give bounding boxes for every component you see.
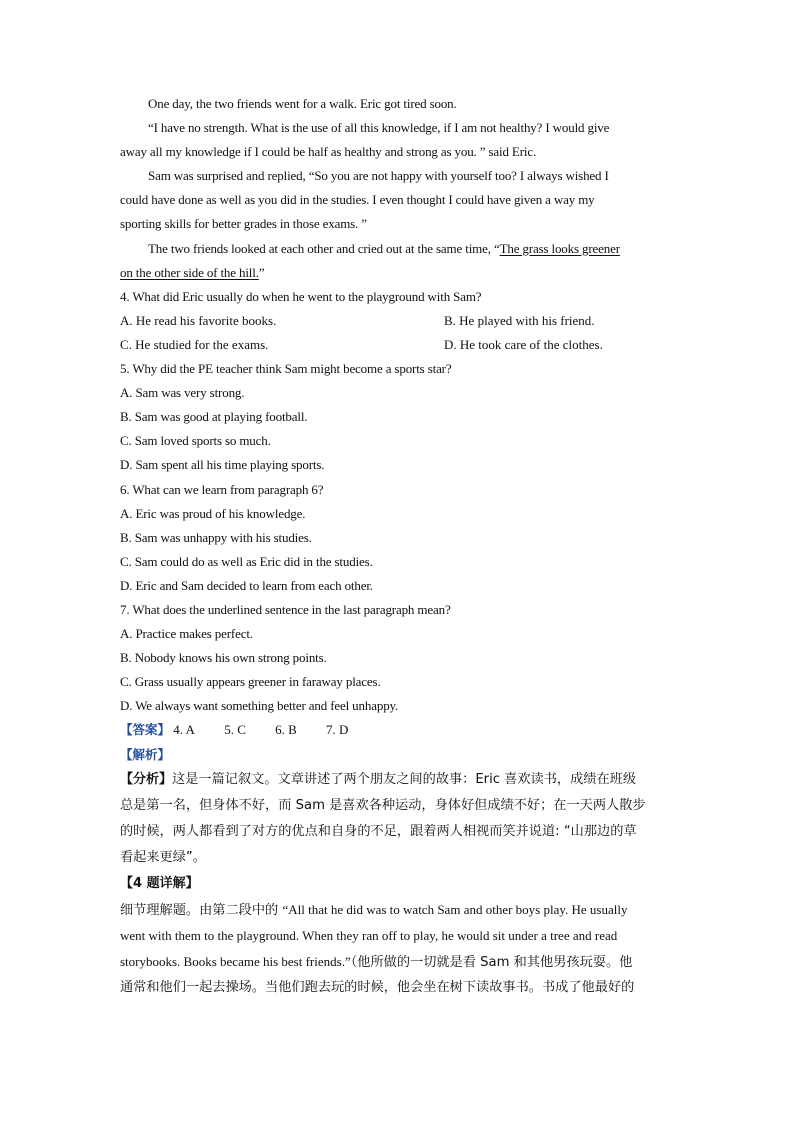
answer-item: 6. B [275, 722, 297, 738]
option-row [120, 333, 680, 357]
underlined-sentence: The grass looks greener [499, 240, 620, 256]
underlined-sentence: on the other side of the hill. [120, 264, 259, 280]
option-row [120, 309, 680, 333]
analysis-text: 这是一篇记叙文。文章讲述了两个朋友之间的故事：Eric 喜欢读书，成绩在班级 [172, 771, 637, 787]
option-b: B. He played with his friend. [444, 312, 595, 328]
q4-detail-tag: 【4 题详解】 [120, 875, 199, 891]
option-d: D. Sam spent all his time playing sports. [120, 457, 325, 473]
option-a: A. Eric was proud of his knowledge. [120, 505, 306, 521]
option-c: C. Grass usually appears greener in faraway places. [120, 674, 381, 690]
answer-item: 5. C [224, 722, 246, 738]
analysis-text: 细节理解题。由第二段中的 [120, 902, 283, 918]
story-paragraph-line: Sam was surprised and replied, “So you are not happy with yourself too? I always wished I [148, 168, 609, 184]
story-paragraph-line [120, 237, 680, 261]
option-d: D. He took care of the clothes. [444, 336, 603, 352]
answer-item: 4. A [173, 722, 195, 738]
quoted-text: “All that he did was to watch Sam and other boys play. He usually [282, 901, 628, 917]
question-stem: 5. Why did the PE teacher think Sam might become a sports star? [120, 361, 452, 377]
story-paragraph-line: “I have no strength. What is the use of all this knowledge, if I am not healthy? I would give [148, 120, 610, 136]
analysis-heading [120, 743, 680, 767]
analysis-line [120, 923, 680, 949]
option-b: B. Nobody knows his own strong points. [120, 650, 327, 666]
analysis-line [120, 897, 680, 923]
story-paragraph-line: could have done as well as you did in the studies. I even thought I could have given a way my [120, 192, 595, 208]
document-page [120, 92, 680, 1001]
option-c: C. He studied for the exams. [120, 336, 269, 352]
analysis-text: （他所做的一切就是看 Sam 和其他男孩玩耍。他 [350, 954, 633, 970]
story-paragraph-line: away all my knowledge if I could be half as healthy and strong as you. ” said Eric. [120, 144, 537, 160]
story-paragraph-line: sporting skills for better grades in those exams. ” [120, 216, 367, 232]
question-stem: 4. What did Eric usually do when he went to the playground with Sam? [120, 288, 482, 304]
analysis-tag: 【解析】 [120, 746, 171, 762]
story-text: The two friends looked at each other and cried out at the same time, “ [148, 240, 500, 256]
option-a: A. Sam was very strong. [120, 385, 245, 401]
story-paragraph-line [120, 261, 680, 285]
analysis-line: 总是第一名，但身体不好，而 Sam 是喜欢各种运动，身体好但成绩不好；在一天两人散步 [120, 797, 646, 813]
q4-detail-heading [120, 871, 680, 897]
answer-line [120, 718, 680, 742]
option-b: B. Sam was good at playing football. [120, 409, 308, 425]
answer-tag: 【答案】 [120, 722, 171, 738]
answer-item: 7. D [326, 722, 349, 738]
analysis-line [120, 767, 680, 793]
quoted-text: went with them to the playground. When they ran off to play, he would sit under a tree and read [120, 927, 618, 943]
option-a: A. He read his favorite books. [120, 312, 277, 328]
option-d: D. Eric and Sam decided to learn from each other. [120, 577, 373, 593]
option-a: A. Practice makes perfect. [120, 626, 253, 642]
quoted-text: storybooks. Books became his best friends.” [120, 953, 351, 969]
analysis-line: 的时候，两人都看到了对方的优点和自身的不足，跟着两人相视而笑并说道: “山那边的草 [120, 823, 637, 839]
option-c: C. Sam loved sports so much. [120, 433, 271, 449]
question-stem: 6. What can we learn from paragraph 6? [120, 481, 324, 497]
analysis-line: 看起来更绿”。 [120, 849, 206, 865]
story-paragraph-line: One day, the two friends went for a walk. Eric got tired soon. [148, 96, 457, 111]
fenxi-tag: 【分析】 [120, 771, 173, 787]
question-stem: 7. What does the underlined sentence in the last paragraph mean? [120, 601, 451, 617]
option-b: B. Sam was unhappy with his studies. [120, 529, 312, 545]
story-text: ” [258, 264, 265, 280]
analysis-line [120, 949, 680, 975]
option-d: D. We always want something better and feel unhappy. [120, 698, 399, 714]
option-c: C. Sam could do as well as Eric did in the studies. [120, 553, 373, 569]
analysis-line: 通常和他们一起去操场。当他们跑去玩的时候，他会坐在树下读故事书。书成了他最好的 [120, 979, 635, 995]
